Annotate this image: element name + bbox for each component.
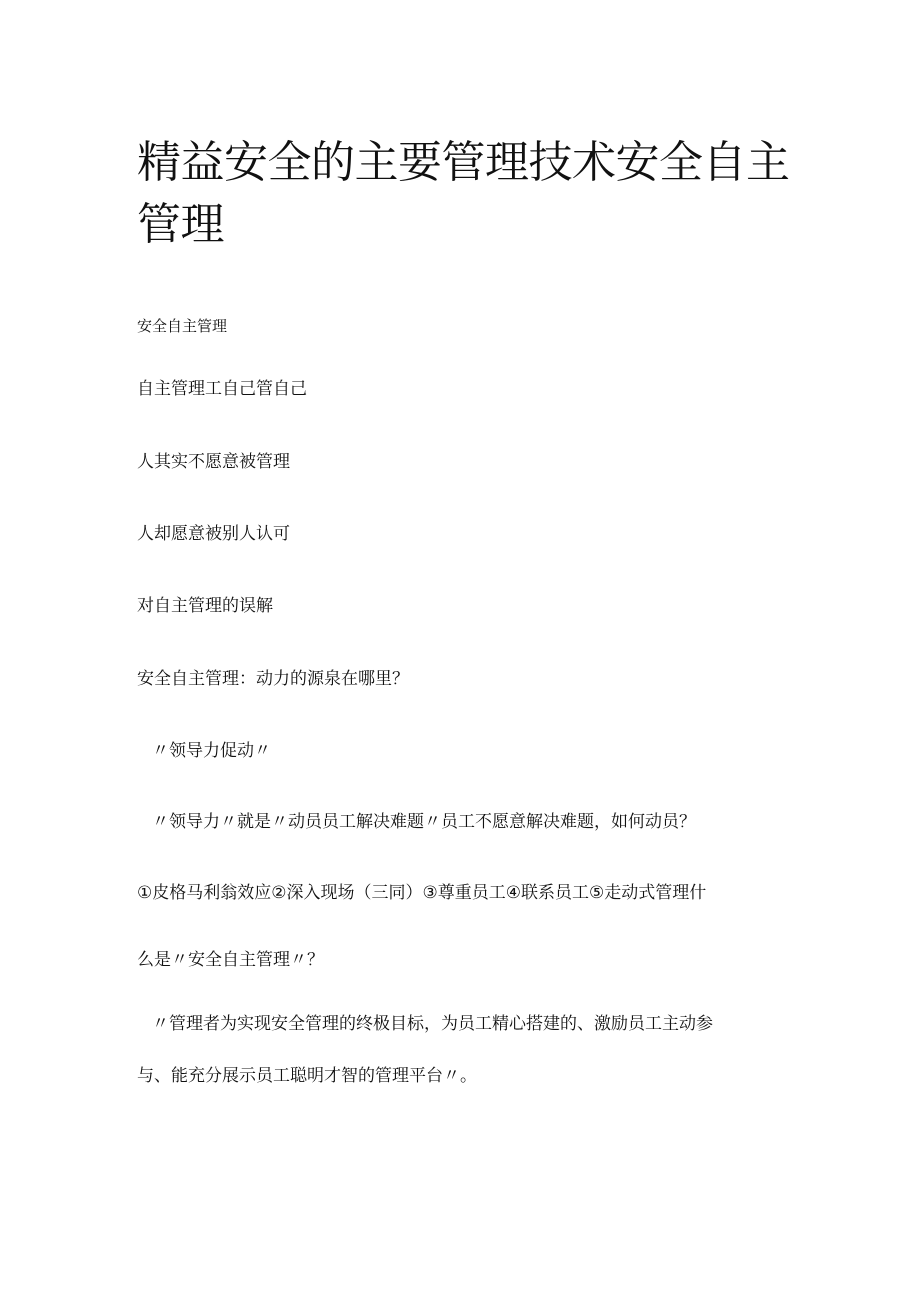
text-line: 安全自主管理 [137, 317, 228, 335]
paragraph-line: 么是〃安全自主管理〃？ [137, 950, 324, 970]
document-title: 精益安全的主要管理技术安全自主管理 [137, 137, 790, 250]
paragraph-line: 〃管理者为实现安全管理的终极目标，为员工精心搭建的、激励员工主动参 [152, 1014, 713, 1034]
text-line: 安全自主管理：动力的源泉在哪里？ [137, 669, 409, 689]
paragraph [137, 998, 777, 1102]
text-line: 人却愿意被别人认可 [137, 524, 290, 544]
text-line: 对自主管理的误解 [137, 596, 273, 616]
text-line: 人其实不愿意被管理 [137, 452, 290, 472]
text-line: 〃领导力促动〃 [152, 741, 271, 761]
text-line: 自主管理工自己管自己 [137, 379, 307, 399]
text-line: 〃领导力〃就是〃动员员工解决难题〃员工不愿意解决难题，如何动员？ [152, 812, 696, 832]
paragraph [137, 858, 777, 1004]
paragraph-line: 与、能充分展示员工聪明才智的管理平台〃。 [137, 1066, 477, 1086]
paragraph-line: ①皮格马利翁效应②深入现场（三同）③尊重员工④联系员工⑤走动式管理什 [137, 883, 707, 903]
